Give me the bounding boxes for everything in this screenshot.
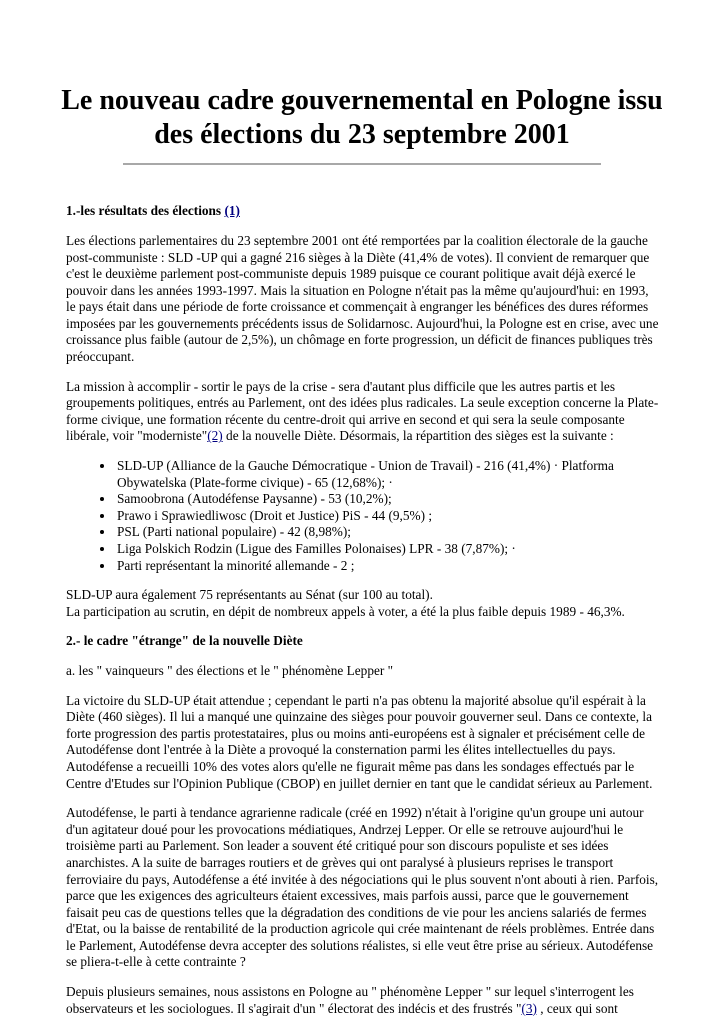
footnote-link-1[interactable]: (1) <box>224 203 240 219</box>
section-1-paragraph-2: La mission à accomplir - sortir le pays de la crise - sera d'autant plus difficile que les autres partis et les groupements politiques, entrés au Parlement, ont des idées plus radicales. La seule exception concerne la Plate-forme civique, une formation récente du centre-droit qui arrive en second et qui sera la seule composante libérale, voir "moderniste"(2) de la nouvelle Diète. Désormais, la répartition des sièges est la suivante : <box>66 378 659 444</box>
document-title: Le nouveau cadre gouvernemental en Pologne issu des élections du 23 septembre 2001 <box>61 85 663 151</box>
title-divider <box>123 163 601 165</box>
section-1-heading: 1.-les résultats des élections (1) <box>66 203 240 219</box>
section-2-subheading: a. les " vainqueurs " des élections et le " phénomène Lepper " <box>66 662 394 678</box>
section-1-paragraph-1: Les élections parlementaires du 23 septembre 2001 ont été remportées par la coalition électorale de la gauche post-communiste : SLD -UP qui a gagné 216 sièges à la Diète (41,4% de votes). Il convient de remarquer que c'est le deuxième parlement post-communiste depuis 1989 puisque ce courant politique avait déjà exercé le pouvoir dans les années 1993-1997. Mais la situation en Pologne n'était pas la même qu'aujourd'hui: en 1993, le pays était dans une période de forte croissance et commençait à engranger les bénéfices des dures réformes imposées par les gouvernements précédents issus de Solidarnosc. Aujourd'hui, la Pologne est en crise, avec une croissance plus faible (autour de 2,5%), un chômage en forte progression, un déficit de finances publiques très préoccupant. <box>66 232 659 365</box>
seat-list-item-lpr: • Liga Polskich Rodzin (Ligue des Familles Polonaises) LPR - 38 (7,87%); · <box>115 541 660 558</box>
seat-list-item-psl: • PSL (Parti national populaire) - 42 (8,98%); <box>115 524 660 541</box>
seat-list-item-pis: • Prawo i Sprawiedliwosc (Droit et Justice) PiS - 44 (9,5%) ; <box>115 508 660 525</box>
seat-list-item-sld-up: • SLD-UP (Alliance de la Gauche Démocratique - Union de Travail) - 216 (41,4%) · Platforma Obywatelska (Plate-forme civique) - 65 (12,68%); · <box>115 458 660 491</box>
seat-list-item-minorite-allemande: • Parti représentant la minorité allemande - 2 ; <box>115 558 660 575</box>
section-1-paragraph-3: SLD-UP aura également 75 représentants au Sénat (sur 100 au total). La participation au scrutin, en dépit de nombreux appels à voter, a été la plus faible depuis 1989 - 46,3%. <box>66 587 625 619</box>
section-2-paragraph-2: Autodéfense, le parti à tendance agrarienne radicale (créé en 1992) n'était à l'origine qu'un groupe uni autour d'un agitateur doué pour les provocations médiatiques, Andrzej Lepper. Or elle se retrouve aujourd'hui le troisième parti au Parlement. Son leader a souvent été critiqué pour son discours populiste et ses idées anarchistes. A la suite de barrages routiers et de grèves qui ont paralysé à plusieurs reprises le transport ferroviaire du pays, Autodéfense a été invitée à des négociations qui le plus souvent n'ont abouti à rien. Parfois, parce que les exigences des agriculteurs étaient excessives, mais parfois aussi, parce que le gouvernement faisait peu cas de questions telles que la dégradation des conditions de vie pour les anciens salariés de fermes d'Etat, ou la baisse de rentabilité de la production agricole qui crée maintenant de réels problèmes. Entrée dans le Parlement, Autodéfense devra accepter des solutions réalistes, si elle veut être prise au sérieux. Autodéfense se pliera-t-elle à cette contrainte ? <box>66 805 659 970</box>
document-header <box>0 0 724 165</box>
seat-distribution-list <box>66 458 660 574</box>
footnote-link-2[interactable]: (2) <box>207 428 223 444</box>
section-2-paragraph-1: La victoire du SLD-UP était attendue ; cependant le parti n'a pas obtenu la majorité absolue qu'il espérait à la Diète (460 sièges). Il lui a manqué une quinzaine des sièges pour pouvoir gouverner seul. Dans ce contexte, la forte progression des partis protestataires, plus ou moins anti-européens est à signaler et précisément celle de Autodéfense dont l'entrée à la Diète a provoqué la consternation parmi les élites intellectuelles du pays. Autodéfense a recueilli 10% des votes alors qu'elle ne figurait même pas dans les sondages effectués par le Centre d'Etudes sur l'Opinion Publique (CBOP) en juillet dernier en tant que le candidat sérieux au Parlement. <box>66 692 653 791</box>
document-body <box>66 203 660 1017</box>
seat-list-item-samoobrona: • Samoobrona (Autodéfense Paysanne) - 53 (10,2%); <box>115 491 660 508</box>
section-2-paragraph-3: Depuis plusieurs semaines, nous assistons en Pologne au " phénomène Lepper " sur lequel s'interrogent les observateurs et les sociologues. Il s'agirait d'un " électorat des indécis et des frustrés "(3) , ceux qui sont <box>66 984 634 1016</box>
section-2-heading: 2.- le cadre "étrange" de la nouvelle Diète <box>66 633 303 649</box>
footnote-link-3[interactable]: (3) <box>521 1000 537 1016</box>
